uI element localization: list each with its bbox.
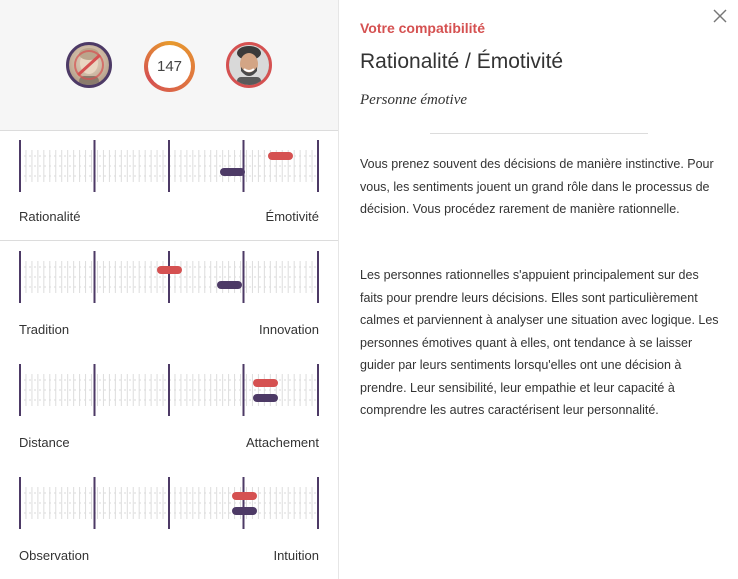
user-marker [217,281,242,289]
trait-detail-panel [339,0,738,579]
trait-scale [19,477,319,529]
detail-paragraph-1: Vous prenez souvent des décisions de manière instinctive. Pour vous, les sentiments jouent un grand rôle dans le processus de décision. Vous procédez rarement de manière rationnelle. [360,157,714,216]
compatibility-score-ring [144,41,195,92]
scale-ticks [19,364,319,416]
trait-right-label: Émotivité [265,209,319,224]
trait-left-label: Rationalité [19,209,81,224]
detail-paragraph-2: Les personnes rationnelles s'appuient principalement sur des faits pour prendre leurs décisions. Elles sont particulièrement calmes et parviennent à analyser une situation avec logique. Les personnes émotives quant à elles, ont tendance à se laisser guider par leurs sentiments lorsqu'elles ont une décision à prendre. Leur sensibilité, leur empathie et leur capacité à comprendre les autres caractérisent leur personnalité. [360,268,719,417]
match-avatar-icon [229,45,269,85]
trait-row-tradition[interactable] [0,241,338,354]
trait-scale [19,364,319,416]
compatibility-header [0,0,338,131]
trait-scale [19,140,319,192]
match-marker [268,152,293,160]
trait-row-observation[interactable] [0,467,338,579]
section-heading: Votre compatibilité [360,20,485,36]
trait-right-label: Attachement [246,435,319,450]
trait-row-rationalite[interactable] [0,131,338,244]
match-marker [232,492,257,500]
trait-left-label: Observation [19,548,90,563]
scale-ticks [19,251,319,303]
detail-divider [430,133,648,134]
user-avatar [66,42,112,88]
trait-list-panel [0,0,339,579]
match-marker [253,379,278,387]
trait-left-label: Distance [19,435,70,450]
scale-ticks [19,140,319,192]
user-marker [253,394,278,402]
compatibility-score: 147 [148,45,191,88]
close-button[interactable] [712,8,728,24]
trait-scale [19,251,319,303]
trait-right-label: Innovation [259,322,319,337]
close-icon [712,8,728,24]
user-marker [232,507,257,515]
match-avatar [226,42,272,88]
user-avatar-icon [69,45,109,85]
detail-subtitle: Personne émotive [360,92,468,108]
detail-title: Rationalité / Émotivité [360,50,564,73]
trait-row-distance[interactable] [0,354,338,467]
trait-right-label: Intuition [273,548,319,563]
match-marker [157,266,182,274]
scale-ticks [19,477,319,529]
trait-left-label: Tradition [19,322,70,337]
user-marker [220,168,245,176]
